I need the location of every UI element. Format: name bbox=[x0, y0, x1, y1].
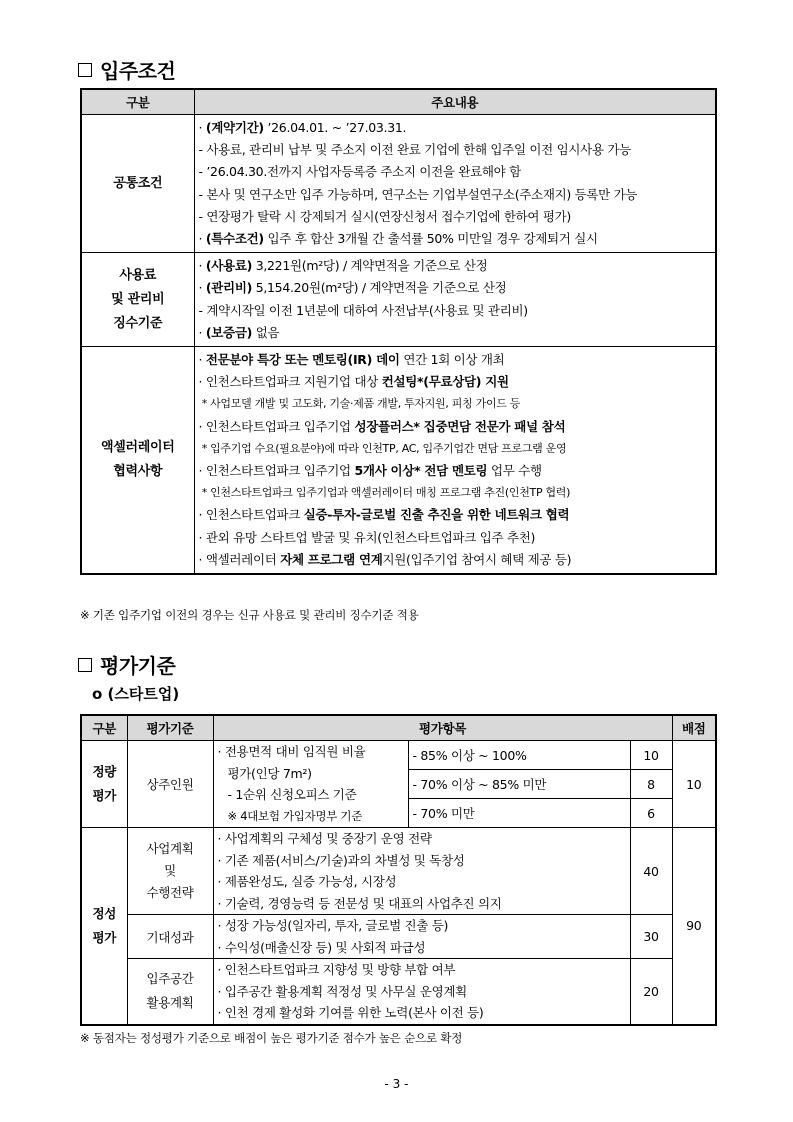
range-score: 10 bbox=[630, 741, 672, 770]
header-category: 구분 bbox=[81, 89, 194, 115]
evaluation-note: ※ 동점자는 정성평가 기준으로 배점이 높은 평가기준 점수가 높은 순으로 확정 bbox=[80, 1031, 463, 1045]
accel-label-line: 액셀러레이터 bbox=[100, 440, 175, 456]
criterion-line: 및 bbox=[164, 863, 176, 878]
header-criterion: 평가기준 bbox=[127, 715, 213, 741]
checkbox-square-icon bbox=[78, 658, 92, 672]
line-text: * 사업모델 개발 및 고도화, 기술·제품 개발, 투자지원, 피칭 가이드 등 bbox=[201, 397, 521, 411]
line-text: - ’26.04.30.전까지 사업자등록증 주소지 이전을 완료해야 함 bbox=[198, 164, 521, 180]
item-line: · 성장 가능성(일자리, 투자, 글로벌 진출 등) bbox=[217, 918, 449, 933]
line-text: · bbox=[198, 231, 206, 247]
line-text: · bbox=[198, 507, 206, 523]
line-text: 관외 유망 스타트업 발굴 및 유치(인천스타트업파크 입주 추천) bbox=[205, 529, 536, 545]
group-label-line: 평가 bbox=[92, 788, 117, 803]
group-label-line: 정량 bbox=[92, 764, 117, 779]
line-text: 액셀러레이터 bbox=[205, 551, 281, 567]
table-row-fee bbox=[81, 253, 716, 347]
line-text: · bbox=[198, 120, 206, 135]
bold-text: (보증금) bbox=[205, 324, 253, 340]
content-line bbox=[199, 482, 710, 504]
business-plan-items bbox=[213, 828, 630, 915]
table-row bbox=[81, 915, 716, 959]
table-row bbox=[81, 959, 716, 1025]
criterion-line: 수행전략 bbox=[146, 885, 194, 900]
line-text: · bbox=[198, 374, 206, 390]
content-line bbox=[199, 393, 710, 415]
content-line bbox=[199, 549, 710, 571]
desc-line: - 1순위 신청오피스 기준 bbox=[227, 787, 357, 802]
criterion-line: 사업계획 bbox=[146, 841, 194, 856]
line-text: - 본사 및 연구소만 입주 가능하며, 연구소는 기업부설연구소(주소재지) 등록만 가능 bbox=[198, 186, 638, 202]
content-line bbox=[199, 161, 710, 183]
criterion-expected-results: 기대성과 bbox=[127, 915, 213, 959]
content-line bbox=[199, 255, 710, 277]
row-content-common bbox=[194, 115, 716, 253]
item-line: · 인천스타트업파크 지향성 및 방향 부합 여부 bbox=[217, 962, 456, 977]
quant-total-score: 10 bbox=[672, 741, 716, 828]
group-label-line: 정성 bbox=[92, 905, 117, 921]
table-row bbox=[81, 741, 716, 770]
line-text: · bbox=[198, 463, 206, 479]
section-title-text: 평가기준 bbox=[100, 654, 176, 678]
content-line bbox=[199, 300, 710, 322]
accel-label-line: 협력사항 bbox=[113, 464, 163, 480]
criterion-line: 입주공간 bbox=[146, 971, 194, 987]
line-text: · bbox=[198, 352, 206, 368]
criterion-occupancy: 상주인원 bbox=[127, 741, 213, 828]
content-line bbox=[199, 460, 710, 482]
expected-results-items bbox=[213, 915, 630, 959]
fee-label-line: 사용료 bbox=[119, 267, 157, 283]
line-text: - 연장평가 탈락 시 강제퇴거 실시(연장신청서 접수기업에 한하여 평가) bbox=[198, 208, 571, 224]
table-row-accelerator bbox=[81, 347, 716, 575]
content-line bbox=[199, 206, 710, 228]
line-text: 인천스타트업파크 입주기업 bbox=[205, 418, 355, 434]
section-title-evaluation bbox=[78, 650, 175, 679]
content-line bbox=[199, 117, 710, 139]
bold-text: 전문분야 특강 또는 멘토링(IR) 데이 bbox=[205, 352, 400, 368]
group-label-line: 평가 bbox=[92, 929, 117, 945]
row-content-fee bbox=[194, 253, 716, 347]
space-plan-items bbox=[213, 959, 630, 1025]
content-line bbox=[199, 371, 710, 393]
section-title-conditions bbox=[78, 55, 175, 84]
line-text: · bbox=[198, 551, 206, 567]
line-text: * 인천스타트업파크 입주기업과 액셀러레이터 매칭 프로그램 추진(인천TP 협력) bbox=[201, 486, 571, 500]
content-line bbox=[199, 438, 710, 460]
header-category: 구분 bbox=[81, 715, 127, 741]
qual-total-score: 90 bbox=[672, 828, 716, 1025]
table-row-common bbox=[81, 115, 716, 253]
row-label-accelerator bbox=[81, 347, 194, 575]
fee-label-line: 징수기준 bbox=[113, 315, 163, 331]
evaluation-subtitle: o (스타트업) bbox=[92, 685, 180, 703]
table-row bbox=[81, 828, 716, 915]
criterion-space-plan bbox=[127, 959, 213, 1025]
row-label-fee bbox=[81, 253, 194, 347]
content-line bbox=[199, 504, 710, 526]
table-header-row bbox=[81, 715, 716, 741]
content-line bbox=[199, 349, 710, 371]
line-text: · bbox=[198, 529, 206, 545]
content-line bbox=[199, 416, 710, 438]
content-line bbox=[199, 184, 710, 206]
line-text: · bbox=[198, 324, 206, 340]
content-line bbox=[199, 322, 710, 344]
bold-text: (특수조건) bbox=[205, 231, 264, 247]
conditions-note: ※ 기존 입주기업 이전의 경우는 신규 사용료 및 관리비 징수기준 적용 bbox=[80, 608, 419, 622]
header-items: 평가항목 bbox=[213, 715, 672, 741]
line-text: 3,221원(m²당) / 계약면적을 기준으로 산정 bbox=[252, 258, 488, 274]
item-score: 20 bbox=[630, 959, 672, 1025]
line-text: 연간 1회 이상 개최 bbox=[399, 352, 505, 368]
line-text: - 계약시작일 이전 1년분에 대하여 사전납부(사용료 및 관리비) bbox=[198, 302, 528, 318]
desc-line: 평가(인당 7m²) bbox=[227, 765, 312, 781]
line-text: 업무 수행 bbox=[487, 463, 542, 479]
item-line: · 수익성(매출신장 등) 및 사회적 파급성 bbox=[217, 939, 426, 955]
group-quantitative bbox=[81, 741, 127, 828]
bold-text: 성장플러스* 집중면담 전문가 패널 참석 bbox=[354, 418, 566, 434]
bold-text: 컨설팅*(무료상담) 지원 bbox=[381, 374, 509, 390]
item-line: · 기존 제품(서비스/기술)과의 차별성 및 독창성 bbox=[217, 852, 465, 868]
item-score: 30 bbox=[630, 915, 672, 959]
line-text: 없음 bbox=[252, 324, 280, 340]
row-content-accelerator bbox=[194, 347, 716, 575]
header-score: 배점 bbox=[672, 715, 716, 741]
conditions-table bbox=[80, 88, 717, 575]
table-header-row bbox=[81, 89, 716, 115]
item-line: · 사업계획의 구체성 및 중장기 운영 전략 bbox=[217, 831, 432, 846]
content-line bbox=[199, 228, 710, 250]
range-score: 8 bbox=[630, 770, 672, 799]
group-qualitative bbox=[81, 828, 127, 1025]
bold-text: (관리비) bbox=[205, 280, 253, 296]
bold-text: 자체 프로그램 연계 bbox=[280, 551, 383, 567]
bold-text: (계약기간) bbox=[205, 120, 264, 135]
item-line: · 제품완성도, 실증 가능성, 시장성 bbox=[217, 874, 397, 889]
range-cell: - 85% 이상 ~ 100% bbox=[408, 741, 630, 770]
item-score: 40 bbox=[630, 828, 672, 915]
fee-label-line: 및 관리비 bbox=[111, 291, 165, 307]
item-line: · 기술력, 경영능력 등 전문성 및 대표의 사업추진 의지 bbox=[217, 895, 502, 911]
line-text: · bbox=[198, 418, 206, 434]
checkbox-square-icon bbox=[78, 63, 92, 77]
line-text: 입주 후 합산 3개월 간 출석률 50% 미만일 경우 강제퇴거 실시 bbox=[263, 231, 598, 247]
desc-line: · 전용면적 대비 임직원 비율 bbox=[217, 744, 366, 759]
line-text: · bbox=[198, 258, 206, 274]
criterion-business-plan bbox=[127, 828, 213, 915]
criterion-line: 활용계획 bbox=[146, 995, 194, 1011]
header-contents: 주요내용 bbox=[194, 89, 716, 115]
evaluation-table bbox=[80, 714, 717, 1026]
line-text: · bbox=[198, 280, 206, 296]
page-number: - 3 - bbox=[384, 1077, 409, 1091]
range-score: 6 bbox=[630, 799, 672, 828]
line-text: * 입주기업 수요(필요분야)에 따라 인천TP, AC, 입주기업간 면담 프로그램 운영 bbox=[201, 441, 567, 455]
row-label-common: 공통조건 bbox=[81, 115, 194, 253]
bold-text: (사용료) bbox=[205, 258, 253, 274]
content-line bbox=[199, 139, 710, 161]
content-line bbox=[199, 527, 710, 549]
occupancy-description bbox=[213, 741, 408, 828]
range-cell: - 70% 이상 ~ 85% 미만 bbox=[408, 770, 630, 799]
line-text: 인천스타트업파크 입주기업 bbox=[205, 463, 355, 479]
bold-text: 5개사 이상* 전담 멘토링 bbox=[354, 463, 488, 479]
line-text: 5,154.20원(m²당) / 계약면적을 기준으로 산정 bbox=[252, 280, 507, 296]
content-line bbox=[199, 277, 710, 299]
bold-text: 실증-투자-글로벌 진출 추진을 위한 네트워크 협력 bbox=[303, 507, 570, 523]
range-cell: - 70% 미만 bbox=[408, 799, 630, 828]
line-text: - 사용료, 관리비 납부 및 주소지 이전 완료 기업에 한해 입주일 이전 임시사용 가능 bbox=[198, 142, 631, 158]
item-line: · 입주공간 활용계획 적정성 및 사무실 운영계획 bbox=[217, 983, 467, 999]
line-text: 인천스타트업파크 지원기업 대상 bbox=[205, 374, 382, 390]
section-title-text: 입주조건 bbox=[100, 59, 176, 83]
desc-line: ※ 4대보험 가입자명부 기준 bbox=[227, 808, 363, 823]
line-text: 지원(입주기업 참여시 혜택 제공 등) bbox=[382, 551, 572, 567]
line-text: ’26.04.01. ~ ’27.03.31. bbox=[263, 120, 407, 135]
item-line: · 인천 경제 활성화 기여를 위한 노력(본사 이전 등) bbox=[217, 1005, 484, 1020]
line-text: 인천스타트업파크 bbox=[205, 507, 304, 523]
